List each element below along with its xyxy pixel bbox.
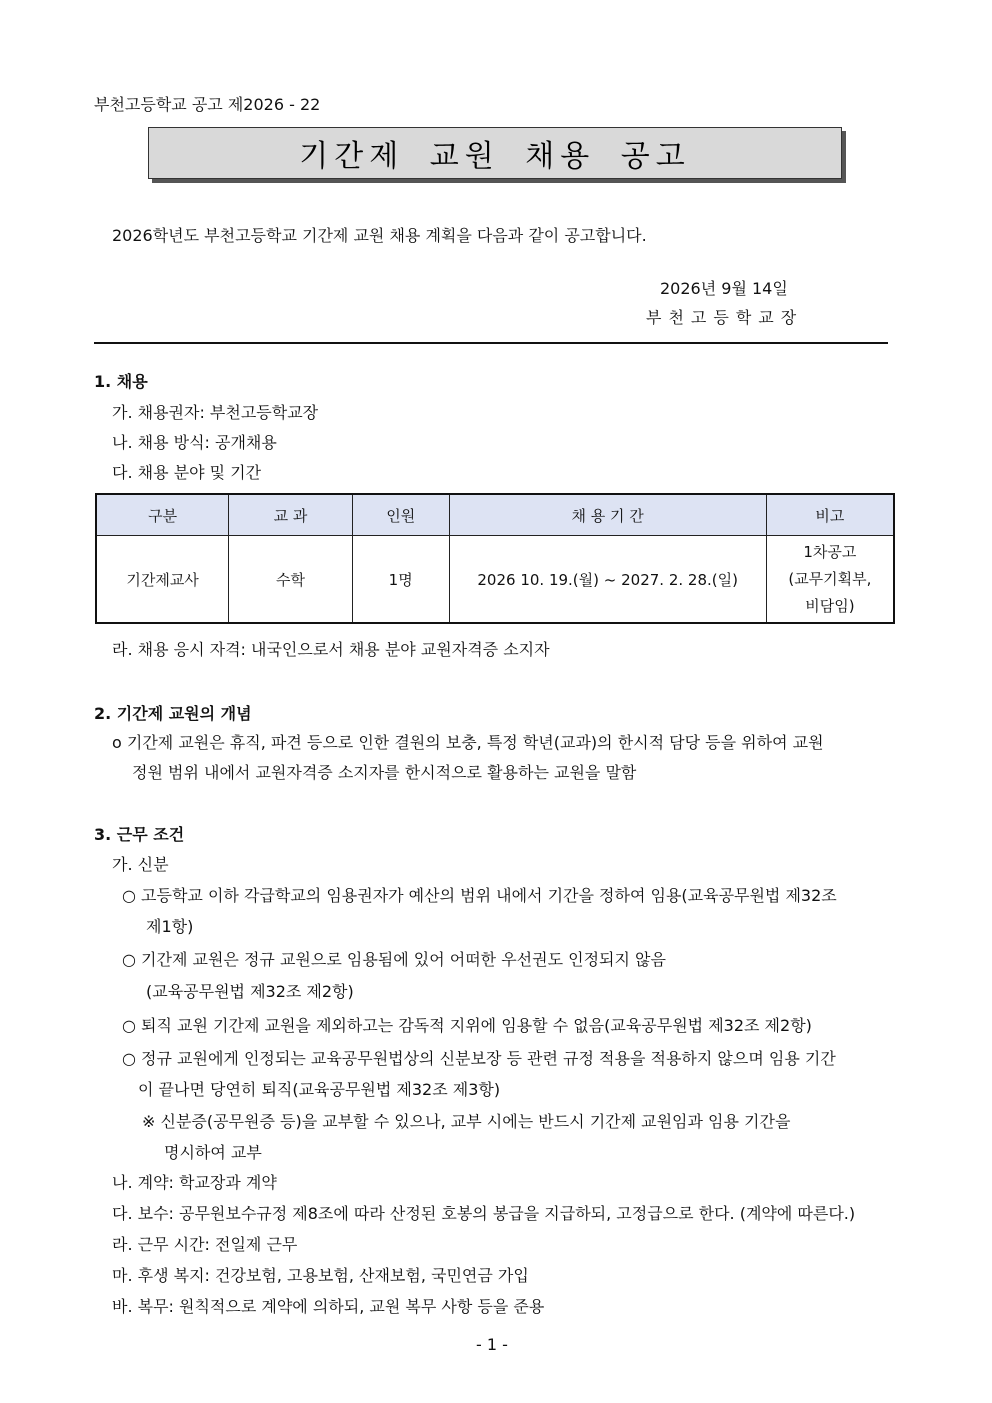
bullet-line: ○ 기간제 교원은 정규 교원으로 임용됨에 있어 어떠한 우선권도 인정되지 않음	[122, 950, 666, 969]
bullet-line: ○ 고등학교 이하 각급학교의 임용권자가 예산의 범위 내에서 기간을 정하여 임용(교육공무원법 제32조	[122, 886, 837, 905]
note-line: (교무기획부,	[788, 569, 872, 588]
section2-line: 정원 범위 내에서 교원자격증 소지자를 한시적으로 활용하는 교원을 말함	[132, 763, 637, 782]
column-header: 비고	[766, 494, 894, 536]
page-number: - 1 -	[476, 1335, 508, 1354]
bullet-line: ○ 정규 교원에게 인정되는 교육공무원법상의 신분보장 등 관련 규정 적용을 적용하지 않으며 임용 기간	[122, 1049, 836, 1068]
divider-rule	[94, 342, 888, 344]
note-line: 명시하여 교부	[164, 1143, 262, 1162]
bullet-line: 제1항)	[146, 917, 194, 936]
column-header: 구분	[96, 494, 229, 536]
signer: 부천고등학교장	[646, 308, 804, 327]
section1-item-b: 나. 채용 방식: 공개채용	[112, 433, 277, 452]
bullet-line: ○ 퇴직 교원 기간제 교원을 제외하고는 감독적 지위에 임용할 수 없음(교육공무원법 제32조 제2항)	[122, 1016, 812, 1035]
section3-item-c: 다. 보수: 공무원보수규정 제8조에 따라 산정된 호봉의 봉급을 지급하되, 고정급으로 한다. (계약에 따른다.)	[112, 1204, 856, 1223]
recruitment-table	[95, 493, 895, 624]
section3-item-b: 나. 계약: 학교장과 계약	[112, 1173, 277, 1192]
intro-text: 2026학년도 부천고등학교 기간제 교원 채용 계획을 다음과 같이 공고합니다.	[112, 226, 647, 245]
column-header: 채 용 기 간	[449, 494, 766, 536]
section1-item-d: 라. 채용 응시 자격: 내국인으로서 채용 분야 교원자격증 소지자	[112, 640, 550, 659]
note-line: 1차공고	[803, 542, 857, 561]
note-cell	[766, 536, 894, 624]
section1-item-c: 다. 채용 분야 및 기간	[112, 463, 262, 482]
table-cell: 기간제교사	[96, 536, 229, 624]
section3-item-f: 바. 복무: 원칙적으로 계약에 의하되, 교원 복무 사항 등을 준용	[112, 1297, 545, 1316]
table-row	[96, 536, 894, 624]
announcement-date: 2026년 9월 14일	[660, 279, 788, 298]
note-line: 비담임)	[805, 596, 855, 615]
section3-item-d: 라. 근무 시간: 전일제 근무	[112, 1235, 298, 1254]
document-number: 부천고등학교 공고 제2026 - 22	[94, 95, 321, 114]
section3-item-a: 가. 신분	[112, 855, 169, 874]
table-header-row	[96, 494, 894, 536]
table-cell: 1명	[352, 536, 449, 624]
section1-item-a: 가. 채용권자: 부천고등학교장	[112, 403, 319, 422]
section1-heading: 1. 채용	[94, 372, 148, 391]
page-title: 기간제 교원 채용 공고	[299, 139, 691, 174]
table-cell: 수학	[229, 536, 353, 624]
section3-item-e: 마. 후생 복지: 건강보험, 고용보험, 산재보험, 국민연금 가입	[112, 1266, 529, 1285]
section2-line: o 기간제 교원은 휴직, 파견 등으로 인한 결원의 보충, 특정 학년(교과)의 한시적 담당 등을 위하여 교원	[112, 733, 824, 752]
title-box	[148, 127, 842, 179]
column-header: 인원	[352, 494, 449, 536]
bullet-line: (교육공무원법 제32조 제2항)	[146, 982, 354, 1001]
column-header: 교 과	[229, 494, 353, 536]
section3-heading: 3. 근무 조건	[94, 825, 185, 844]
bullet-line: 이 끝나면 당연히 퇴직(교육공무원법 제32조 제3항)	[138, 1080, 501, 1099]
section2-heading: 2. 기간제 교원의 개념	[94, 704, 252, 723]
table-cell: 2026 10. 19.(월) ~ 2027. 2. 28.(일)	[449, 536, 766, 624]
note-line: ※ 신분증(공무원증 등)을 교부할 수 있으나, 교부 시에는 반드시 기간제 교원임과 임용 기간을	[142, 1112, 791, 1131]
